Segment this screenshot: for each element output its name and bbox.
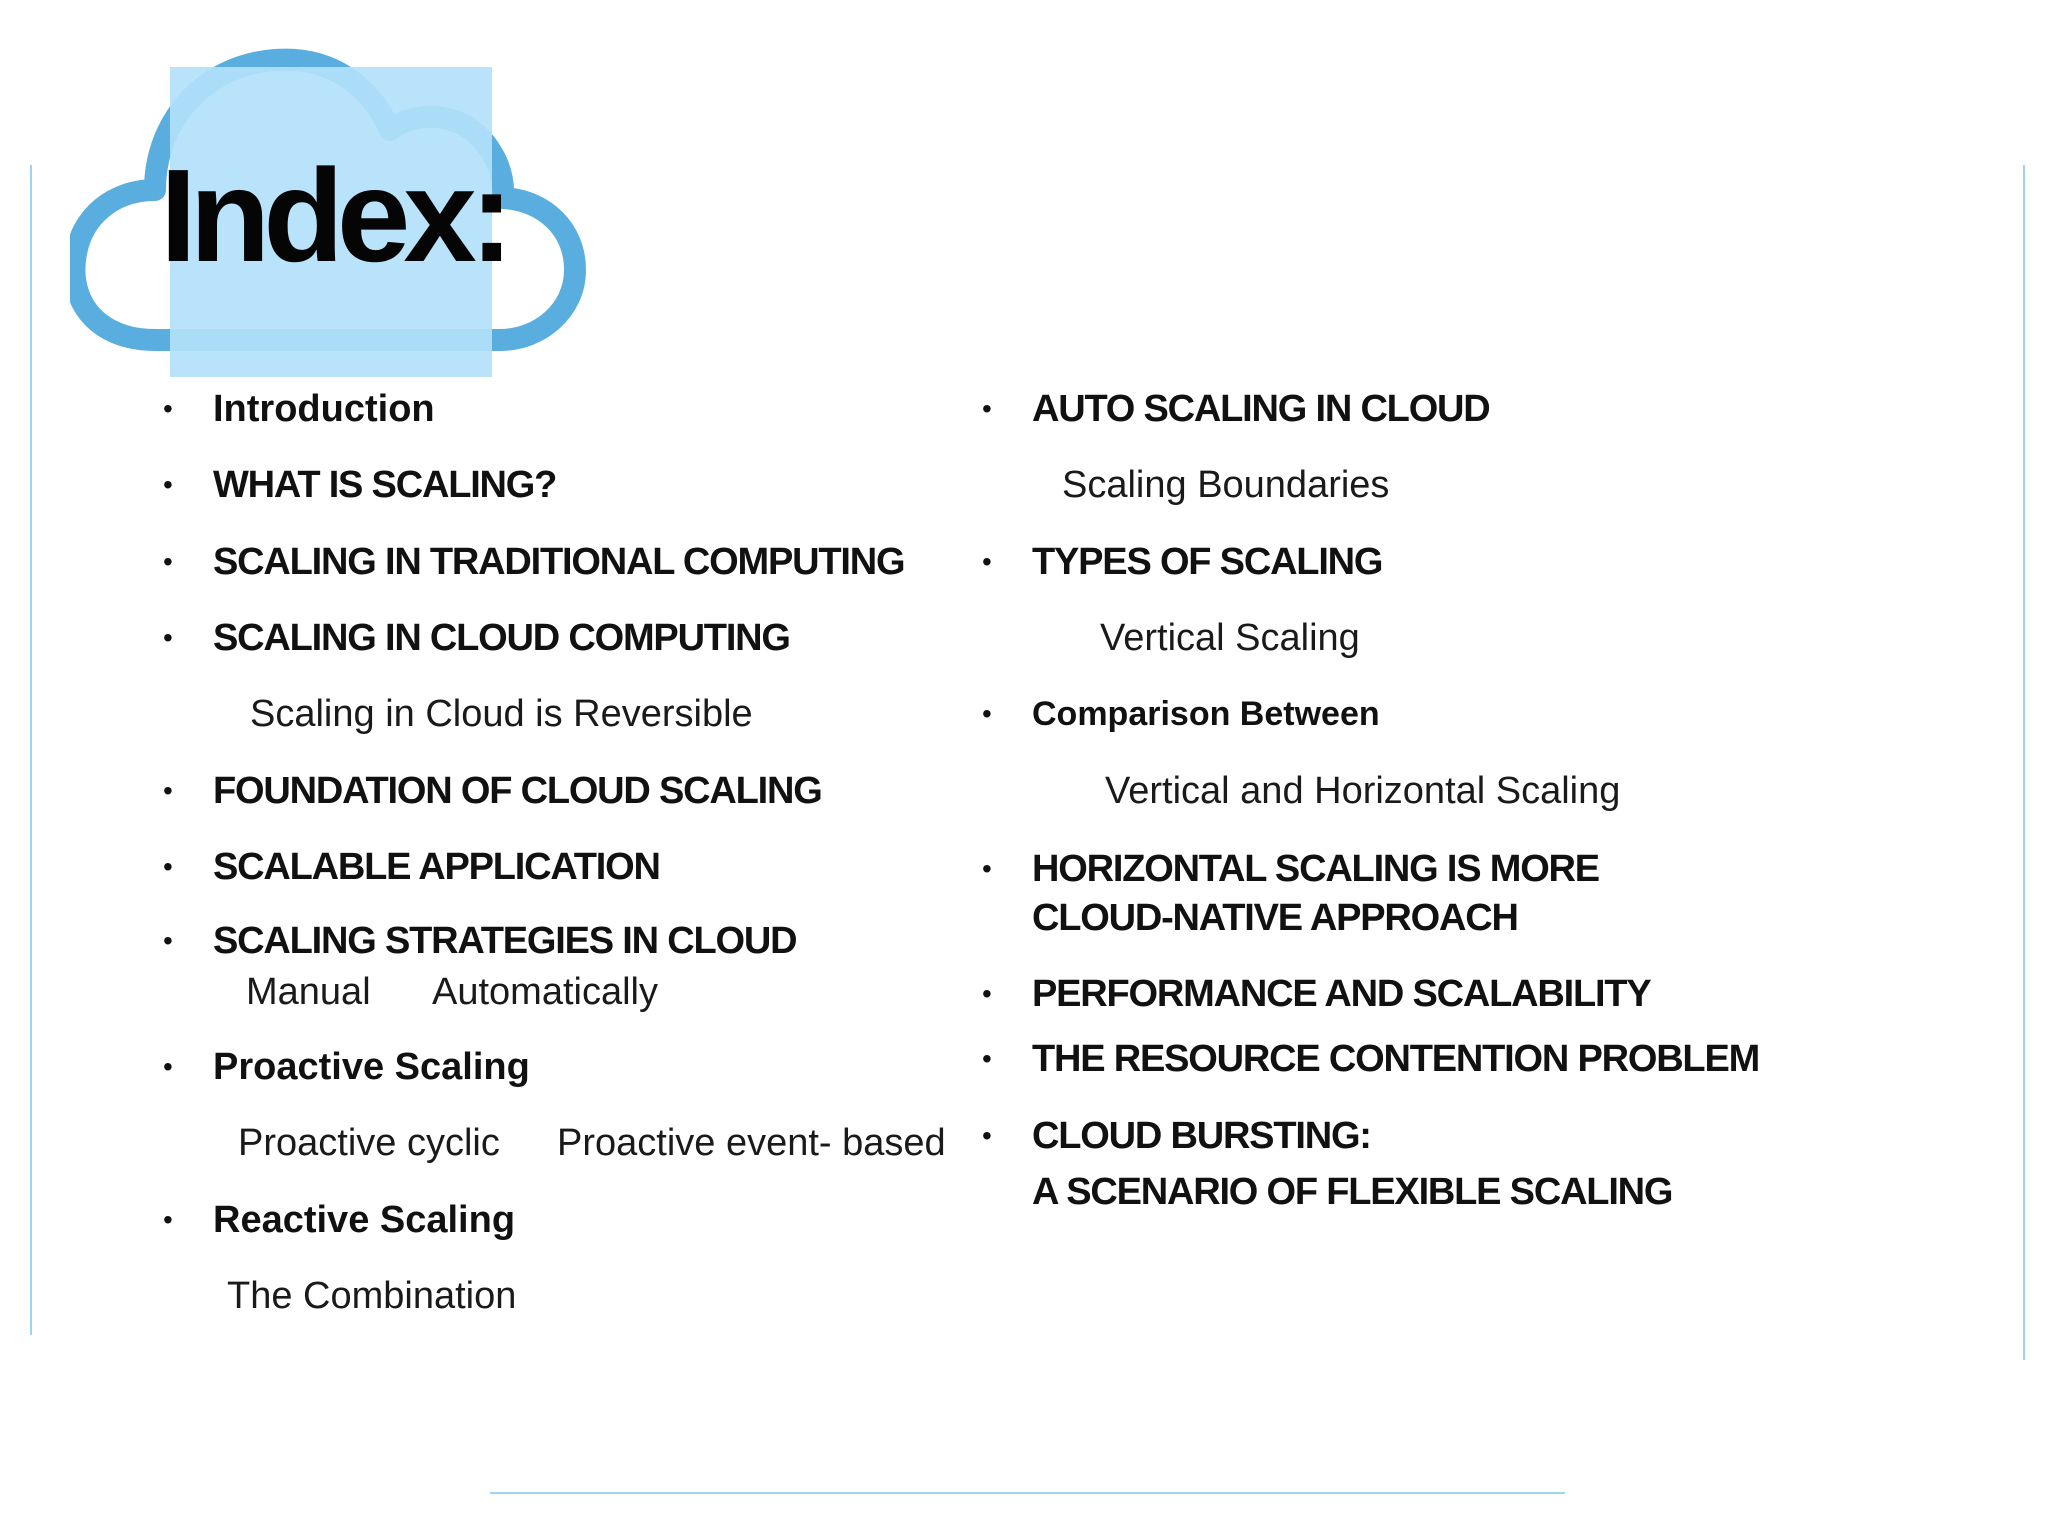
index-item-label: Reactive Scaling bbox=[213, 1199, 516, 1241]
index-item-label: TYPES OF SCALING bbox=[1032, 541, 1383, 583]
bullet-icon: • bbox=[982, 698, 992, 729]
bottom-rule bbox=[490, 1492, 1565, 1494]
index-item-label: SCALING IN CLOUD COMPUTING bbox=[213, 617, 790, 659]
index-item-label: FOUNDATION OF CLOUD SCALING bbox=[213, 770, 822, 812]
bullet-icon: • bbox=[163, 469, 173, 500]
bullet-icon: • bbox=[982, 1120, 992, 1151]
page-title: Index: bbox=[160, 142, 507, 289]
bullet-icon: • bbox=[163, 775, 173, 806]
index-item-performance bbox=[982, 970, 1651, 1018]
index-item-label: SCALING STRATEGIES IN CLOUD bbox=[213, 920, 797, 962]
index-item-traditional-computing bbox=[163, 538, 905, 586]
bullet-icon: • bbox=[163, 1204, 173, 1235]
bullet-icon: • bbox=[982, 1043, 992, 1074]
subitem-vertical: Vertical Scaling bbox=[1100, 617, 1360, 659]
bullet-icon: • bbox=[982, 393, 992, 424]
bullet-icon: • bbox=[163, 393, 173, 424]
bullet-icon: • bbox=[163, 851, 173, 882]
subitem-proactive-event: Proactive event- based bbox=[557, 1122, 946, 1164]
index-item-cloud-bursting bbox=[982, 1112, 1371, 1160]
index-item-label: SCALABLE APPLICATION bbox=[213, 846, 660, 888]
index-item-cloud-computing bbox=[163, 614, 790, 662]
index-item-label: SCALING IN TRADITIONAL COMPUTING bbox=[213, 541, 905, 583]
index-item-label: AUTO SCALING IN CLOUD bbox=[1032, 388, 1490, 430]
index-item-foundation bbox=[163, 767, 822, 815]
index-item-horizontal-native bbox=[982, 845, 1599, 893]
index-item-cloud-bursting-line2: A SCENARIO OF FLEXIBLE SCALING bbox=[1032, 1171, 1673, 1213]
index-item-label: WHAT IS SCALING? bbox=[213, 464, 557, 506]
index-item-comparison bbox=[982, 690, 1380, 738]
bullet-icon: • bbox=[982, 978, 992, 1009]
index-item-contention bbox=[982, 1035, 1760, 1083]
subitem-vertical-horizontal: Vertical and Horizontal Scaling bbox=[1105, 770, 1621, 812]
subitem-proactive-cyclic: Proactive cyclic bbox=[238, 1122, 500, 1164]
subitem-manual: Manual bbox=[246, 971, 371, 1013]
index-item-label: HORIZONTAL SCALING IS MORE bbox=[1032, 848, 1599, 890]
index-item-what-is-scaling bbox=[163, 461, 557, 509]
index-item-scalable-application bbox=[163, 843, 660, 891]
index-item-reactive bbox=[163, 1196, 516, 1244]
bullet-icon: • bbox=[163, 622, 173, 653]
index-item-auto-scaling bbox=[982, 385, 1490, 433]
index-item-label: THE RESOURCE CONTENTION PROBLEM bbox=[1032, 1038, 1760, 1080]
index-item-proactive bbox=[163, 1043, 530, 1091]
bullet-icon: • bbox=[982, 853, 992, 884]
subitem-automatically: Automatically bbox=[432, 971, 658, 1013]
bullet-icon: • bbox=[982, 546, 992, 577]
subitem-combination: The Combination bbox=[227, 1275, 517, 1317]
index-item-label: Proactive Scaling bbox=[213, 1046, 530, 1088]
subitem-boundaries: Scaling Boundaries bbox=[1062, 464, 1390, 506]
index-item-label: CLOUD BURSTING: bbox=[1032, 1115, 1371, 1157]
right-margin-rule bbox=[2023, 165, 2025, 1360]
index-item-types bbox=[982, 538, 1383, 586]
bullet-icon: • bbox=[163, 1051, 173, 1082]
bullet-icon: • bbox=[163, 546, 173, 577]
index-item-strategies bbox=[163, 917, 797, 965]
index-item-label: Introduction bbox=[213, 388, 435, 430]
index-item-introduction bbox=[163, 385, 435, 433]
index-item-label: Comparison Between bbox=[1032, 695, 1380, 733]
subitem-reversible: Scaling in Cloud is Reversible bbox=[250, 693, 753, 735]
left-margin-rule bbox=[30, 165, 32, 1335]
bullet-icon: • bbox=[163, 925, 173, 956]
index-item-horizontal-native-line2: CLOUD-NATIVE APPROACH bbox=[1032, 897, 1518, 939]
index-item-label: PERFORMANCE AND SCALABILITY bbox=[1032, 973, 1651, 1015]
